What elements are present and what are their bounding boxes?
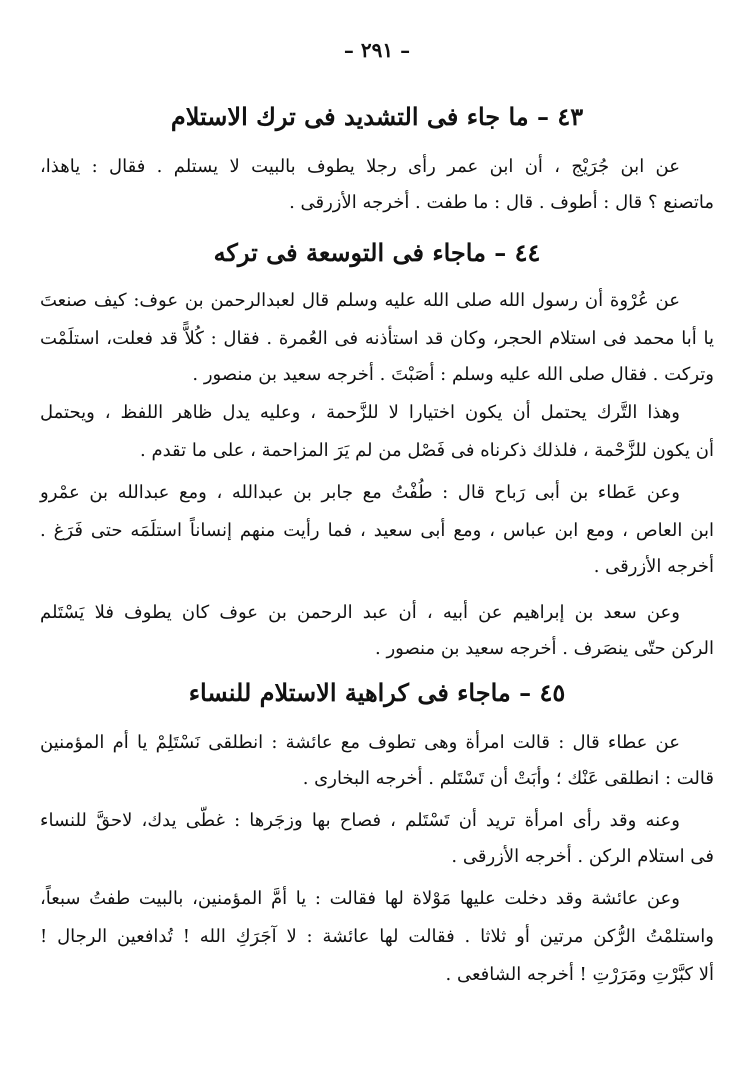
paragraph-line: وتركت . فقال صلى الله عليه وسلم : أصَبْتَ . أخرجه سعيد بن منصور . (192, 364, 714, 385)
paragraph-line: فى استلام الركن . أخرجه الأزرقى . (451, 846, 714, 867)
paragraph-line: وعنه وقد رأى امرأة تريد أن تَسْتَلم ، فصاح بها وزجَرها : غطّى يدك، لاحقَّ للنساء (40, 810, 680, 831)
paragraph-line: الركن حتّى ينصَرف . أخرجه سعيد بن منصور . (375, 638, 714, 659)
page-number: – ٢٩١ – (343, 38, 411, 62)
paragraph-line: وهذا التَّرك يحتمل أن يكون اختيارا لا للزَّحمة ، وعليه يدل ظاهر اللفظ ، ويحتمل (40, 402, 680, 423)
paragraph-line: وعن عائشة وقد دخلت عليها مَوْلاة لها فقالت : يا أمَّ المؤمنين، بالبيت طفتُ سبعاً، (40, 888, 680, 909)
document-page (40, 0, 714, 1078)
paragraph-line: عن عطاء قال : قالت امرأة وهى تطوف مع عائشة : انطلقى نَسْتَلِمْ يا أم المؤمنين (40, 732, 680, 753)
paragraph-line: ابن العاص ، ومع ابن عباس ، ومع أبى سعيد ، فما رأيت منهم إنساناً استلَمَه حتى فَرَغ . (40, 520, 714, 541)
section-heading-45: ٤٥ – ماجاء فى كراهية الاستلام للنساء (188, 678, 566, 707)
paragraph-line: أخرجه الأزرقى . (593, 556, 714, 577)
paragraph-line: ألا كبَّرْتِ ومَرَرْتِ ! أخرجه الشافعى . (445, 964, 714, 985)
section-heading-44: ٤٤ – ماجاء فى التوسعة فى تركه (213, 238, 541, 267)
paragraph-line: عن عُرْوة أن رسول الله صلى الله عليه وسلم قال لعبدالرحمن بن عوف: كيف صنعتَ (40, 290, 680, 311)
paragraph-line: قالت : انطلقى عَنْك ؛ وأبَتْ أن تَسْتَلم . أخرجه البخارى . (302, 768, 714, 789)
paragraph-line: وعن عَطاء بن أبى رَباح قال : طُفْتُ مع جابر بن عبدالله ، ومع عبدالله بن عمْرو (40, 482, 680, 503)
section-heading-43: ٤٣ – ما جاء فى التشديد فى ترك الاستلام (170, 102, 584, 131)
paragraph-line: وعن سعد بن إبراهيم عن أبيه ، أن عبد الرحمن بن عوف كان يطوف فلا يَسْتَلم (40, 602, 680, 623)
paragraph-line: ماتصنع ؟ قال : أطوف . قال : ما طفت . أخرجه الأزرقى . (289, 192, 714, 213)
paragraph-line: عن ابن جُرَيْج ، أن ابن عمر رأى رجلا يطوف بالبيت لا يستلم . فقال : ياهذا، (40, 156, 680, 177)
paragraph-line: واستلمْتُ الرُّكن مرتين أو ثلاثا . فقالت لها عائشة : لا آجَرَكِ الله ! تُدافعين الرجال ! (40, 926, 714, 947)
paragraph-line: يا أبا محمد فى استلام الحجر، وكان قد استأذنه فى العُمرة . فقال : كُلاًّ قد فعلت، استلَمْت (40, 328, 714, 349)
paragraph-line: أن يكون للزَّحْمة ، فلذلك ذكرناه فى فَصْل من لم يَرَ المزاحمة ، على ما تقدم . (140, 440, 714, 461)
